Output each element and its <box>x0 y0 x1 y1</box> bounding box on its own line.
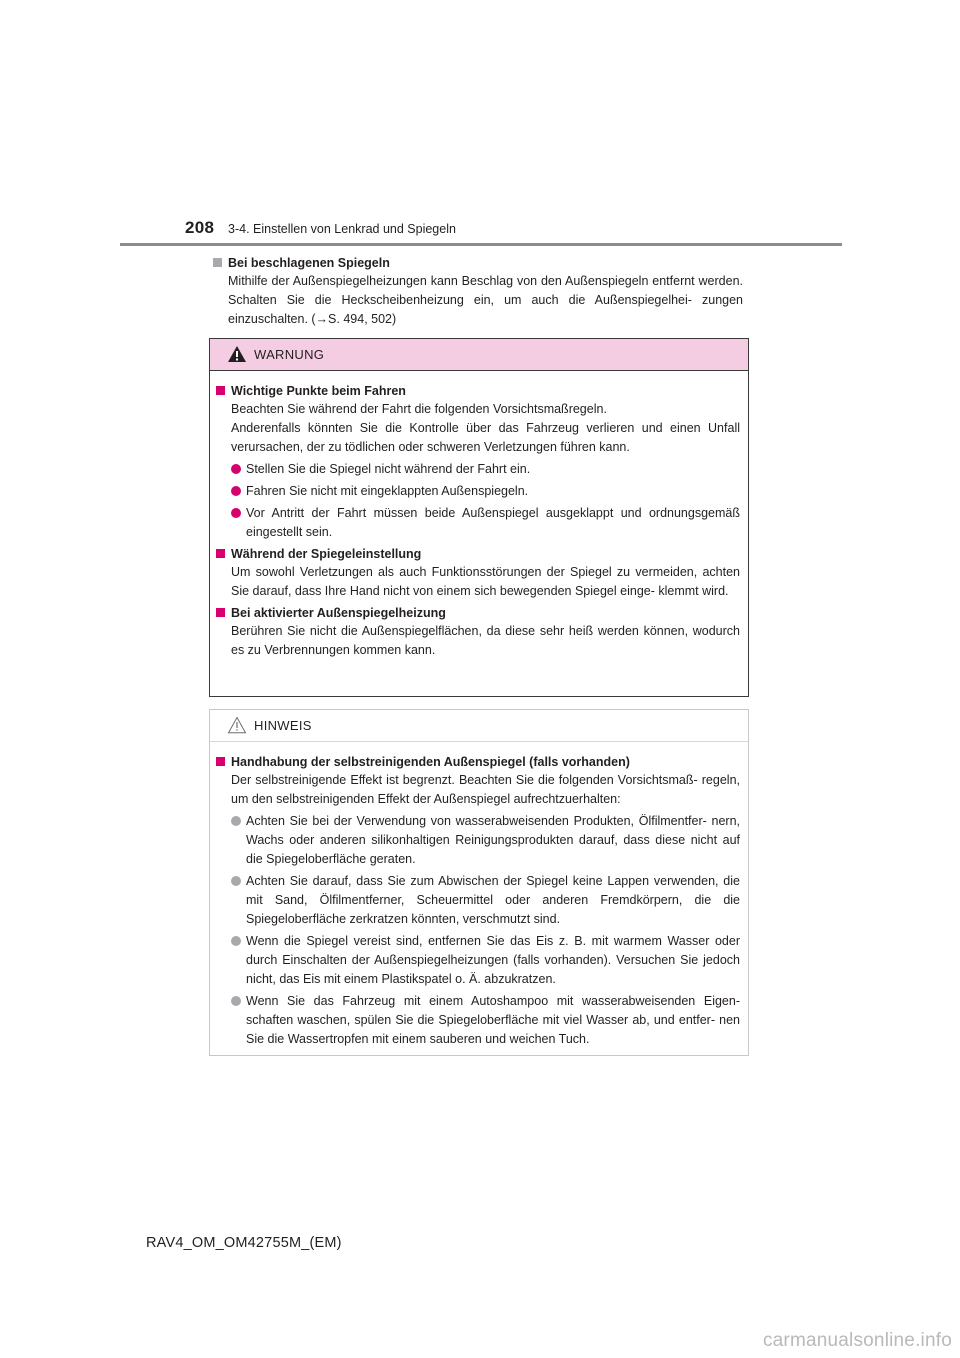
list-item-text: Achten Sie darauf, dass Sie zum Abwischen der Spiegel keine Lappen verwenden, die mit Sand, Ölfilmentferner, Scheuermittel oder anderen Fremdkörpern, die die Spiegeloberfläche zerkratzen könnten, verschmutzt sind. <box>246 874 740 926</box>
round-bullet-icon <box>231 876 241 886</box>
warning-item-title <box>216 382 740 400</box>
square-bullet-icon <box>216 608 225 617</box>
list-item-text: Vor Antritt der Fahrt müssen beide Außenspiegel ausgeklappt und ordnungsgemäß eingestellt sein. <box>246 506 740 539</box>
warning-item-title-text: Bei aktivierter Außenspiegelheizung <box>231 606 446 620</box>
notice-label: HINWEIS <box>254 718 312 733</box>
list-item <box>216 872 740 929</box>
square-bullet-icon <box>216 549 225 558</box>
notice-item-title <box>216 753 740 771</box>
list-item-text: Wenn die Spiegel vereist sind, entfernen Sie das Eis z. B. mit warmem Wasser oder durch Einschalten der Außenspiegelheizungen (falls vorhanden). Versuchen Sie jedoch nicht, das Eis mit einem Plastikspatel o. Ä. abzukratzen. <box>246 934 740 986</box>
warning-item-text: Beachten Sie während der Fahrt die folgenden Vorsichtsmaßregeln. <box>231 402 607 416</box>
warning-header <box>210 339 748 371</box>
warning-item-title-text: Wichtige Punkte beim Fahren <box>231 384 406 398</box>
section-title: 3-4. Einstellen von Lenkrad und Spiegeln <box>228 222 456 236</box>
round-bullet-icon <box>231 464 241 474</box>
round-bullet-icon <box>231 486 241 496</box>
list-item <box>216 932 740 989</box>
square-bullet-icon <box>216 757 225 766</box>
list-item <box>216 460 740 479</box>
notice-box <box>209 709 749 1056</box>
round-bullet-icon <box>231 996 241 1006</box>
warning-box <box>209 338 749 697</box>
warning-label: WARNUNG <box>254 347 325 362</box>
list-item-text: Achten Sie bei der Verwendung von wasserabweisenden Produkten, Ölfilmentfer- nern, Wachs oder anderen silikonhaltigen Reinigungsprodukten darauf, dass diese nicht auf die Spiegeloberfläche geraten. <box>246 814 740 866</box>
intro-title: Bei beschlagenen Spiegeln <box>228 256 390 270</box>
square-bullet-icon <box>213 258 222 267</box>
notice-header <box>210 710 748 742</box>
warning-item-text: Berühren Sie nicht die Außenspiegelflächen, da diese sehr heiß werden können, wodurch es zu Verbrennungen kommen kann. <box>231 624 740 657</box>
list-item-text: Fahren Sie nicht mit eingeklappten Außenspiegeln. <box>246 484 529 498</box>
warning-triangle-icon <box>227 345 247 363</box>
list-item-text: Stellen Sie die Spiegel nicht während der Fahrt ein. <box>246 462 531 476</box>
notice-body <box>210 742 748 1049</box>
warning-item-title-text: Während der Spiegeleinstellung <box>231 547 422 561</box>
list-item <box>216 504 740 542</box>
round-bullet-icon <box>231 508 241 518</box>
intro-text: Mithilfe der Außenspiegelheizungen kann Beschlag von den Außenspiegeln entfernt werden. Schalten Sie die Heckscheibenheizung ein, um auch die Außenspiegelhei- zungen einzuschalten. (→S. 494, 502) <box>228 274 743 326</box>
square-bullet-icon <box>216 386 225 395</box>
intro-title-row <box>213 254 743 272</box>
caution-triangle-icon <box>227 716 247 734</box>
page-number: 208 <box>185 218 215 237</box>
round-bullet-icon <box>231 816 241 826</box>
intro-section <box>213 254 743 329</box>
notice-item-title-text: Handhabung der selbstreinigenden Außenspiegel (falls vorhanden) <box>231 755 630 769</box>
list-item <box>216 992 740 1049</box>
document-code: RAV4_OM_OM42755M_(EM) <box>146 1235 342 1251</box>
warning-body <box>210 371 748 660</box>
list-item-text: Wenn Sie das Fahrzeug mit einem Autoshampoo mit wasserabweisenden Eigen- schaften waschen, spülen Sie die Spiegeloberfläche mit viel Wasser ab, und entfer- nen Sie die Wassertropfen mit einem sauberen und weichen Tuch. <box>246 994 740 1046</box>
warning-item-title <box>216 545 740 563</box>
warning-item-text: Anderenfalls könnten Sie die Kontrolle über das Fahrzeug verlieren und einen Unfall verursachen, der zu tödlichen oder schweren Verletzungen führen kann. <box>231 421 740 454</box>
warning-item-text: Um sowohl Verletzungen als auch Funktionsstörungen der Spiegel zu vermeiden, achten Sie darauf, dass Ihre Hand nicht von einem sich bewegenden Spiegel einge- klemmt wird. <box>231 565 740 598</box>
list-item <box>216 482 740 501</box>
round-bullet-icon <box>231 936 241 946</box>
notice-item-text: Der selbstreinigende Effekt ist begrenzt. Beachten Sie die folgenden Vorsichtsmaß- regeln, um den selbstreinigenden Effekt der Außenspiegel aufrechtzuerhalten: <box>231 773 740 806</box>
watermark: carmanualsonline.info <box>762 1330 952 1351</box>
header-rule <box>120 243 842 246</box>
warning-item-title <box>216 604 740 622</box>
list-item <box>216 812 740 869</box>
